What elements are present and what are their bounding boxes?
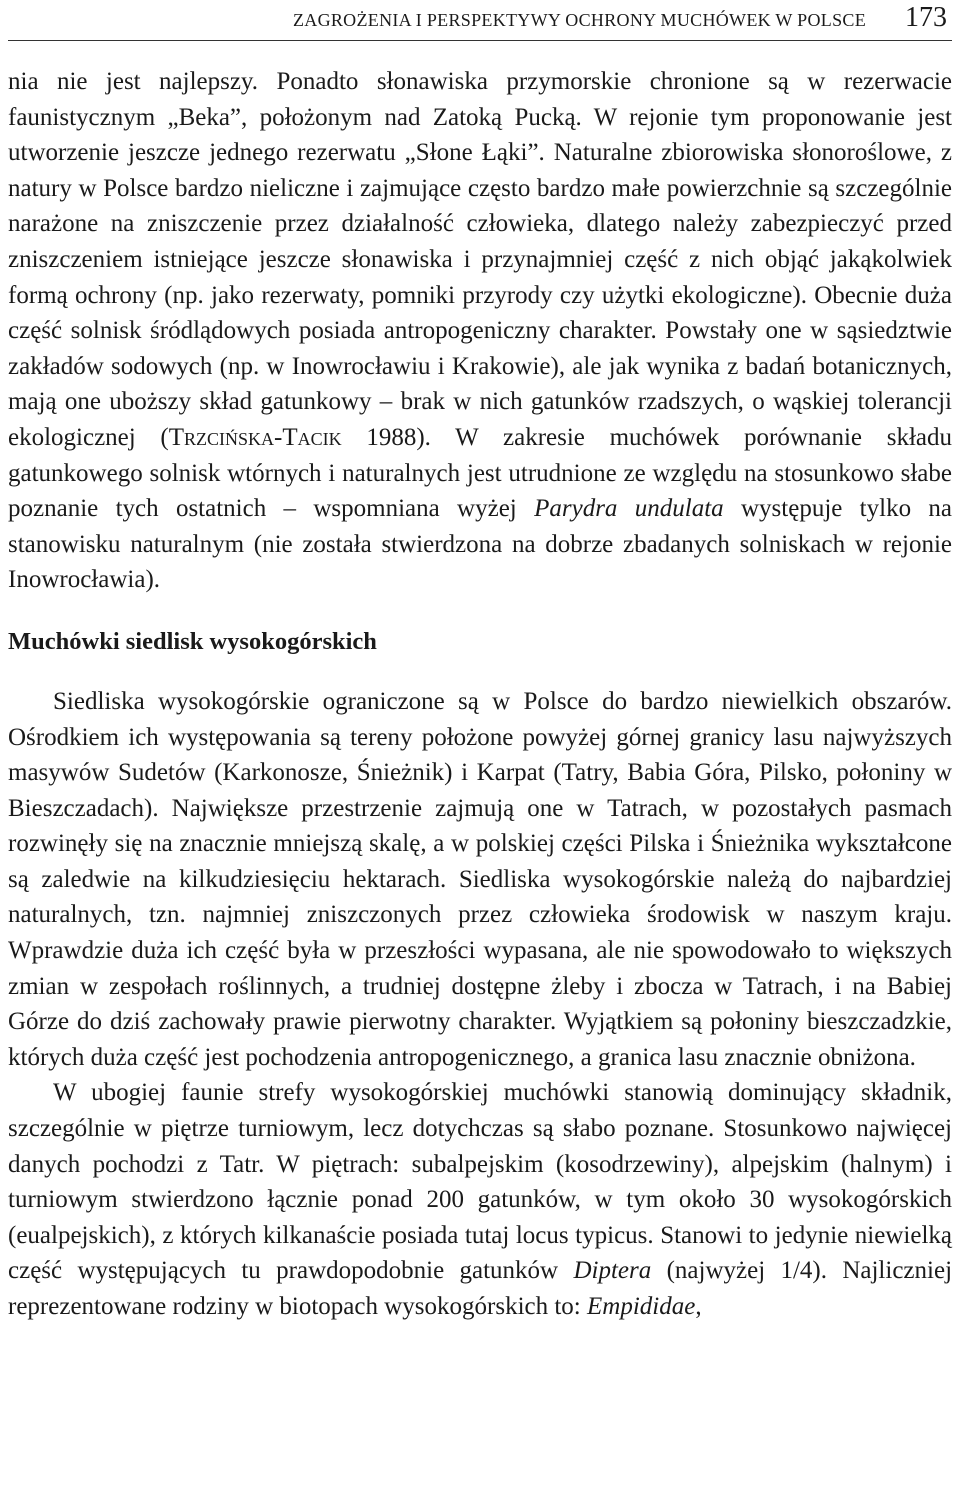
family-name: Empididae (587, 1293, 696, 1320)
citation-author: Trzcińska-Tacik (168, 423, 342, 451)
taxon-name: Diptera (573, 1257, 652, 1285)
page-body (8, 64, 952, 1325)
section-heading: Muchówki siedlisk wysokogórskich (8, 627, 377, 655)
page-number: 173 (905, 2, 947, 33)
paragraph-high-mountain-fauna (8, 1075, 952, 1324)
paragraph-text: , (695, 1293, 702, 1320)
paragraph-salt-marshes (8, 64, 952, 598)
running-head-title: ZAGROŻENIA I PERSPEKTYWY OCHRONY MUCHÓWEK W POLSCE (292, 10, 866, 30)
paragraph-high-mountain-habitats: Siedliska wysokogórskie ograniczone są w Polsce do bardzo niewielkich obszarów. Ośrodkiem ich występowania są tereny położone powyżej górnej granicy lasu najwyższych masywów Sudetów (Karkonosze, Śnieżnik) i Karpat (Tatry, Babia Góra, Pilsko, połoniny w Bieszczadach). Największe przestrzenie zajmują one w Tatrach, w pozostałych pasmach rozwinęły się na znacznie mniejszą skalę, a w polskiej części Pilska i Śnieżnika wykształcone są zaledwie na kilkudziesięciu hektarach. Siedliska wysokogórskie należą do najbardziej naturalnych, tzn. najmniej zniszczonych przez człowieka środowisk w naszym kraju. Wprawdzie duża ich część była w przeszłości wypasana, ale nie spowodowało to większych zmian w zespołach roślinnych, a trudniej dostępne żleby i zbocza w Tatrach, i na Babiej Górze do dziś zachowały prawie pierwotny charakter. Wyjątkiem są połoniny bieszczadzkie, których duża część jest pochodzenia antropogenicznego, a granica lasu znacznie obniżona. (8, 687, 952, 1071)
paragraph-text: 1988). W zakresie muchówek porównanie składu gatunkowego solnisk wtórnych i naturalnych jest utrudnione ze względu na stosunkowo słabe poznanie tych ostatnich – wspomniana wyżej (8, 423, 952, 523)
species-name: Parydra undulata (534, 495, 724, 523)
paragraph-text: W ubogiej faunie strefy wysokogórskiej muchówki stanowią dominujący składnik, szczególnie w piętrze turniowym, lecz dotychczas są słabo poznane. Stosunkowo najwięcej danych pochodzi z Tatr. W piętrach: subalpejskim (kosodrzewiny), alpejskim (halnym) i turniowym stwierdzono łącznie ponad 200 gatunków, w tym około 30 wysokogórskich (eualpejskich), z których kilkanaście posiada tutaj locus typicus. Stanowi to jedynie niewielką część występujących tu prawdopodobnie gatunków (8, 1079, 952, 1285)
paragraph-text: nia nie jest najlepszy. Ponadto słonawiska przymorskie chronione są w rezerwacie faunistycznym „Beka”, położonym nad Zatoką Pucką. W rejonie tym proponowanie jest utworzenie jeszcze jednego rezerwatu „Słone Łąki”. Naturalne zbiorowiska słonoroślowe, z natury w Polsce bardzo nieliczne i zajmujące często bardzo małe powierzchnie są szczególnie narażone na zniszczenie przez działalność człowieka, dlatego należy zabezpieczyć przed zniszczeniem istniejące jeszcze słonawiska i przynajmniej część z nich objąć jakąkolwiek formą ochrony (np. jako rezerwaty, pomniki przyrody czy użytki ekologiczne). Obecnie duża część solnisk śródlądowych posiada antropogeniczny charakter. Powstały one w sąsiedztwie zakładów sodowych (np. w Inowrocławiu i Krakowie), ale jak wynika z badań botanicznych, mają one uboższy skład gatunkowy – brak w nich gatunków rzadszych, o wąskiej tolerancji ekologicznej ( (8, 68, 952, 451)
paragraph-text: występuje tylko na stanowisku naturalnym (nie została stwierdzona na dobrze zbadanych solniskach w rejonie Inowrocławia). (8, 495, 953, 594)
running-header (8, 0, 952, 41)
paragraph-text: (najwyżej 1/4). Najliczniej reprezentowane rodziny w biotopach wysokogórskich to: (8, 1257, 953, 1320)
